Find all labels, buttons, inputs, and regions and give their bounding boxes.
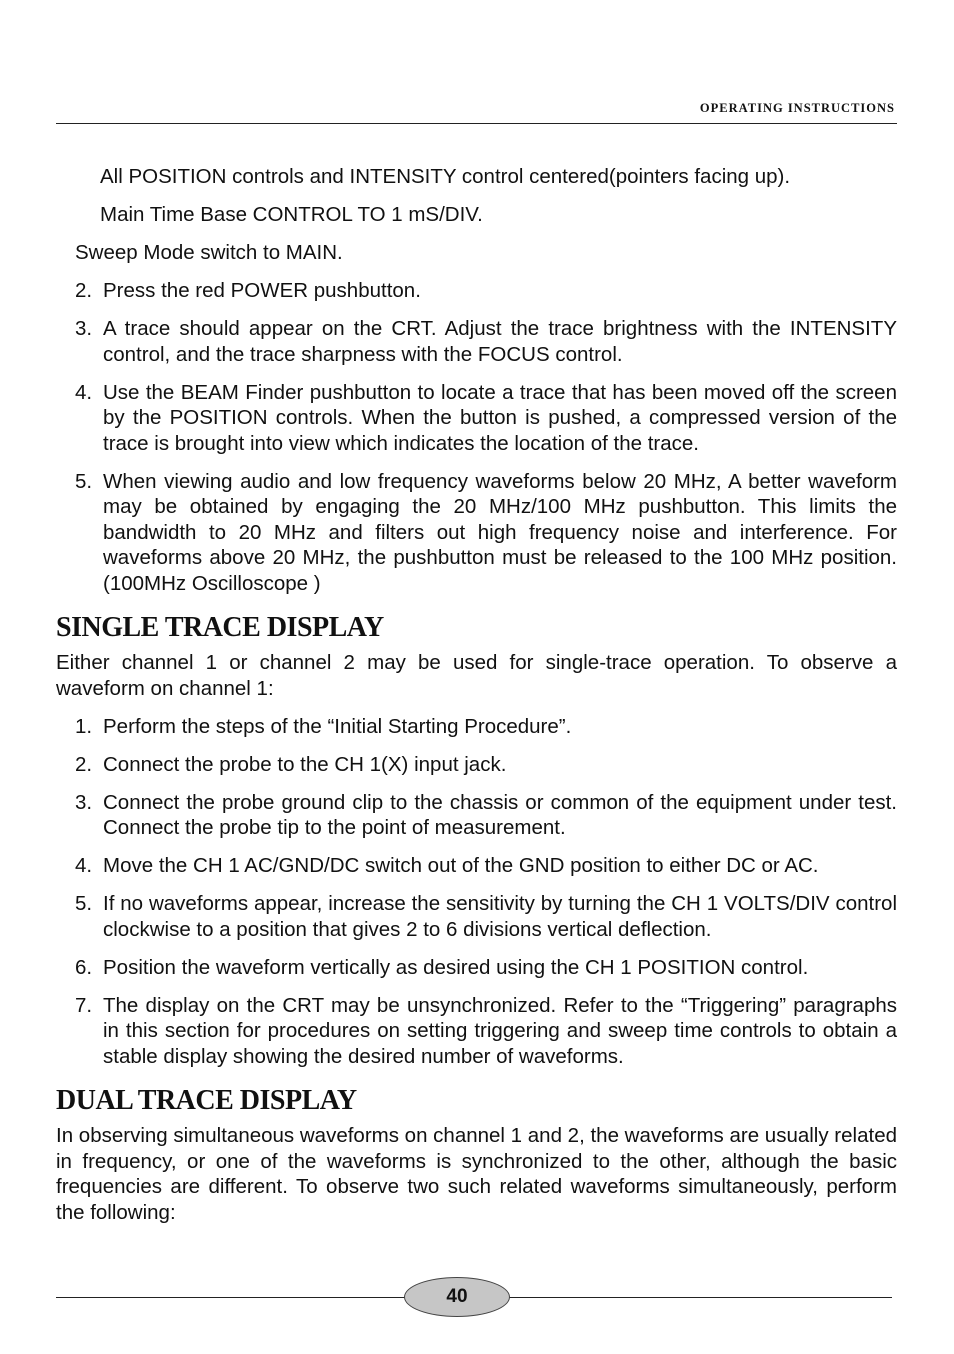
header-title: OPERATING INSTRUCTIONS: [699, 101, 895, 115]
list-number: 3.: [75, 790, 93, 814]
list-text: Move the CH 1 AC/GND/DC switch out of the GND position to either DC or AC.: [103, 854, 819, 877]
list-item: [56, 853, 897, 879]
list-number: 4.: [75, 854, 93, 877]
list-number: 1.: [75, 714, 93, 738]
intro-line: Sweep Mode switch to MAIN.: [75, 241, 343, 264]
intro-line: Main Time Base CONTROL TO 1 mS/DIV.: [100, 203, 483, 226]
list-item: [56, 752, 897, 778]
list-number: 5.: [75, 892, 93, 915]
list-number: 2.: [75, 279, 93, 302]
section-heading-single-trace: SINGLE TRACE DISPLAY: [56, 612, 384, 643]
list-text: When viewing audio and low frequency waveforms below 20 MHz, A better waveform may be obtained by engaging the 20 MHz/100 MHz pushbutton. This limits the bandwidth to 20 MHz and filters out high frequency noise and interference. For waveforms above 20 MHz, the pushbutton must be released to the 100 MHz position.(100MHz Oscilloscope ): [103, 469, 897, 595]
list-text: The display on the CRT may be unsynchronized. Refer to the “Triggering” paragraphs in this section for procedures on setting triggering and sweep time controls to obtain a stable display showing the desired number of waveforms.: [103, 993, 897, 1068]
list-text: Use the BEAM Finder pushbutton to locate a trace that has been moved off the screen by the POSITION controls. When the button is pushed, a compressed version of the trace is brought into view which indicates the location of the trace.: [103, 380, 897, 455]
list-text: Position the waveform vertically as desired using the CH 1 POSITION control.: [103, 955, 809, 979]
list-item: [56, 380, 897, 457]
page-number: 40: [446, 1286, 468, 1307]
list-item: [56, 316, 897, 367]
list-item: [56, 955, 897, 981]
page-content: [56, 164, 897, 1238]
list-number: 3.: [75, 317, 93, 340]
list-text: Connect the probe to the CH 1(X) input jack.: [103, 752, 507, 776]
list-item: [56, 993, 897, 1070]
section-intro-dual-trace: In observing simultaneous waveforms on channel 1 and 2, the waveforms are usually related in frequency, or one of the waveforms is synchronized to the other, although the basic frequencies are different. To observe two such related waveforms simultaneously, perform the following:: [56, 1124, 897, 1224]
list-number: 2.: [75, 752, 93, 776]
section-intro-single-trace: Either channel 1 or channel 2 may be used for single-trace operation. To observe a waveform on channel 1:: [56, 651, 897, 700]
list-text: Press the red POWER pushbutton.: [103, 279, 421, 302]
page-number-badge: [404, 1277, 510, 1317]
intro-line: All POSITION controls and INTENSITY control centered(pointers facing up).: [100, 165, 791, 188]
header-divider: [56, 123, 897, 124]
list-text: Connect the probe ground clip to the chassis or common of the equipment under test. Connect the probe tip to the point of measurement.: [103, 790, 897, 839]
list-item: [56, 278, 897, 304]
list-item: [56, 469, 897, 597]
list-number: 6.: [75, 955, 93, 979]
list-text: A trace should appear on the CRT. Adjust the trace brightness with the INTENSITY control, and the trace sharpness with the FOCUS control.: [103, 317, 897, 366]
list-item: [56, 714, 897, 740]
list-text: If no waveforms appear, increase the sensitivity by turning the CH 1 VOLTS/DIV control clockwise to a position that gives 2 to 6 divisions vertical deflection.: [103, 892, 897, 941]
list-number: 4.: [75, 380, 93, 404]
list-item: [56, 790, 897, 841]
list-item: [56, 891, 897, 942]
section-heading-dual-trace: DUAL TRACE DISPLAY: [56, 1085, 357, 1116]
list-number: 5.: [75, 469, 93, 493]
list-text: Perform the steps of the “Initial Starting Procedure”.: [103, 714, 572, 738]
list-number: 7.: [75, 993, 93, 1017]
